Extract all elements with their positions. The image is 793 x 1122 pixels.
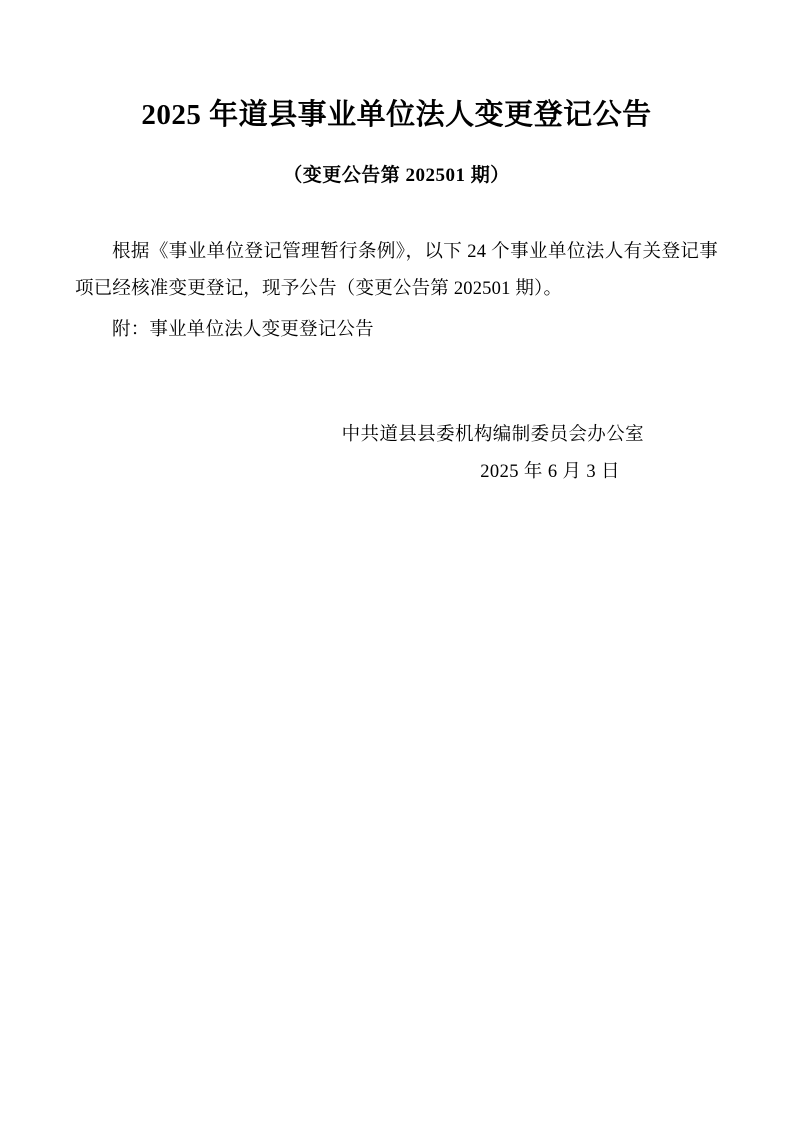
- signature-block: [75, 353, 718, 491]
- issuer-name: 中共道县县委机构编制委员会办公室: [341, 424, 644, 445]
- attachment-paragraph: 附：事业单位法人变更登记公告: [112, 319, 374, 340]
- document-body: [75, 188, 718, 349]
- body-paragraph: 根据《事业单位登记管理暂行条例》，以下 24 个事业单位法人有关登记事项已经核准变更登记，现予公告（变更公告第 202501 期）。: [75, 241, 718, 299]
- document-subtitle: （变更公告第 202501 期）: [283, 164, 510, 186]
- page-title: 2025 年道县事业单位法人变更登记公告: [141, 99, 652, 131]
- issue-date: 2025 年 6 月 3 日: [480, 461, 620, 482]
